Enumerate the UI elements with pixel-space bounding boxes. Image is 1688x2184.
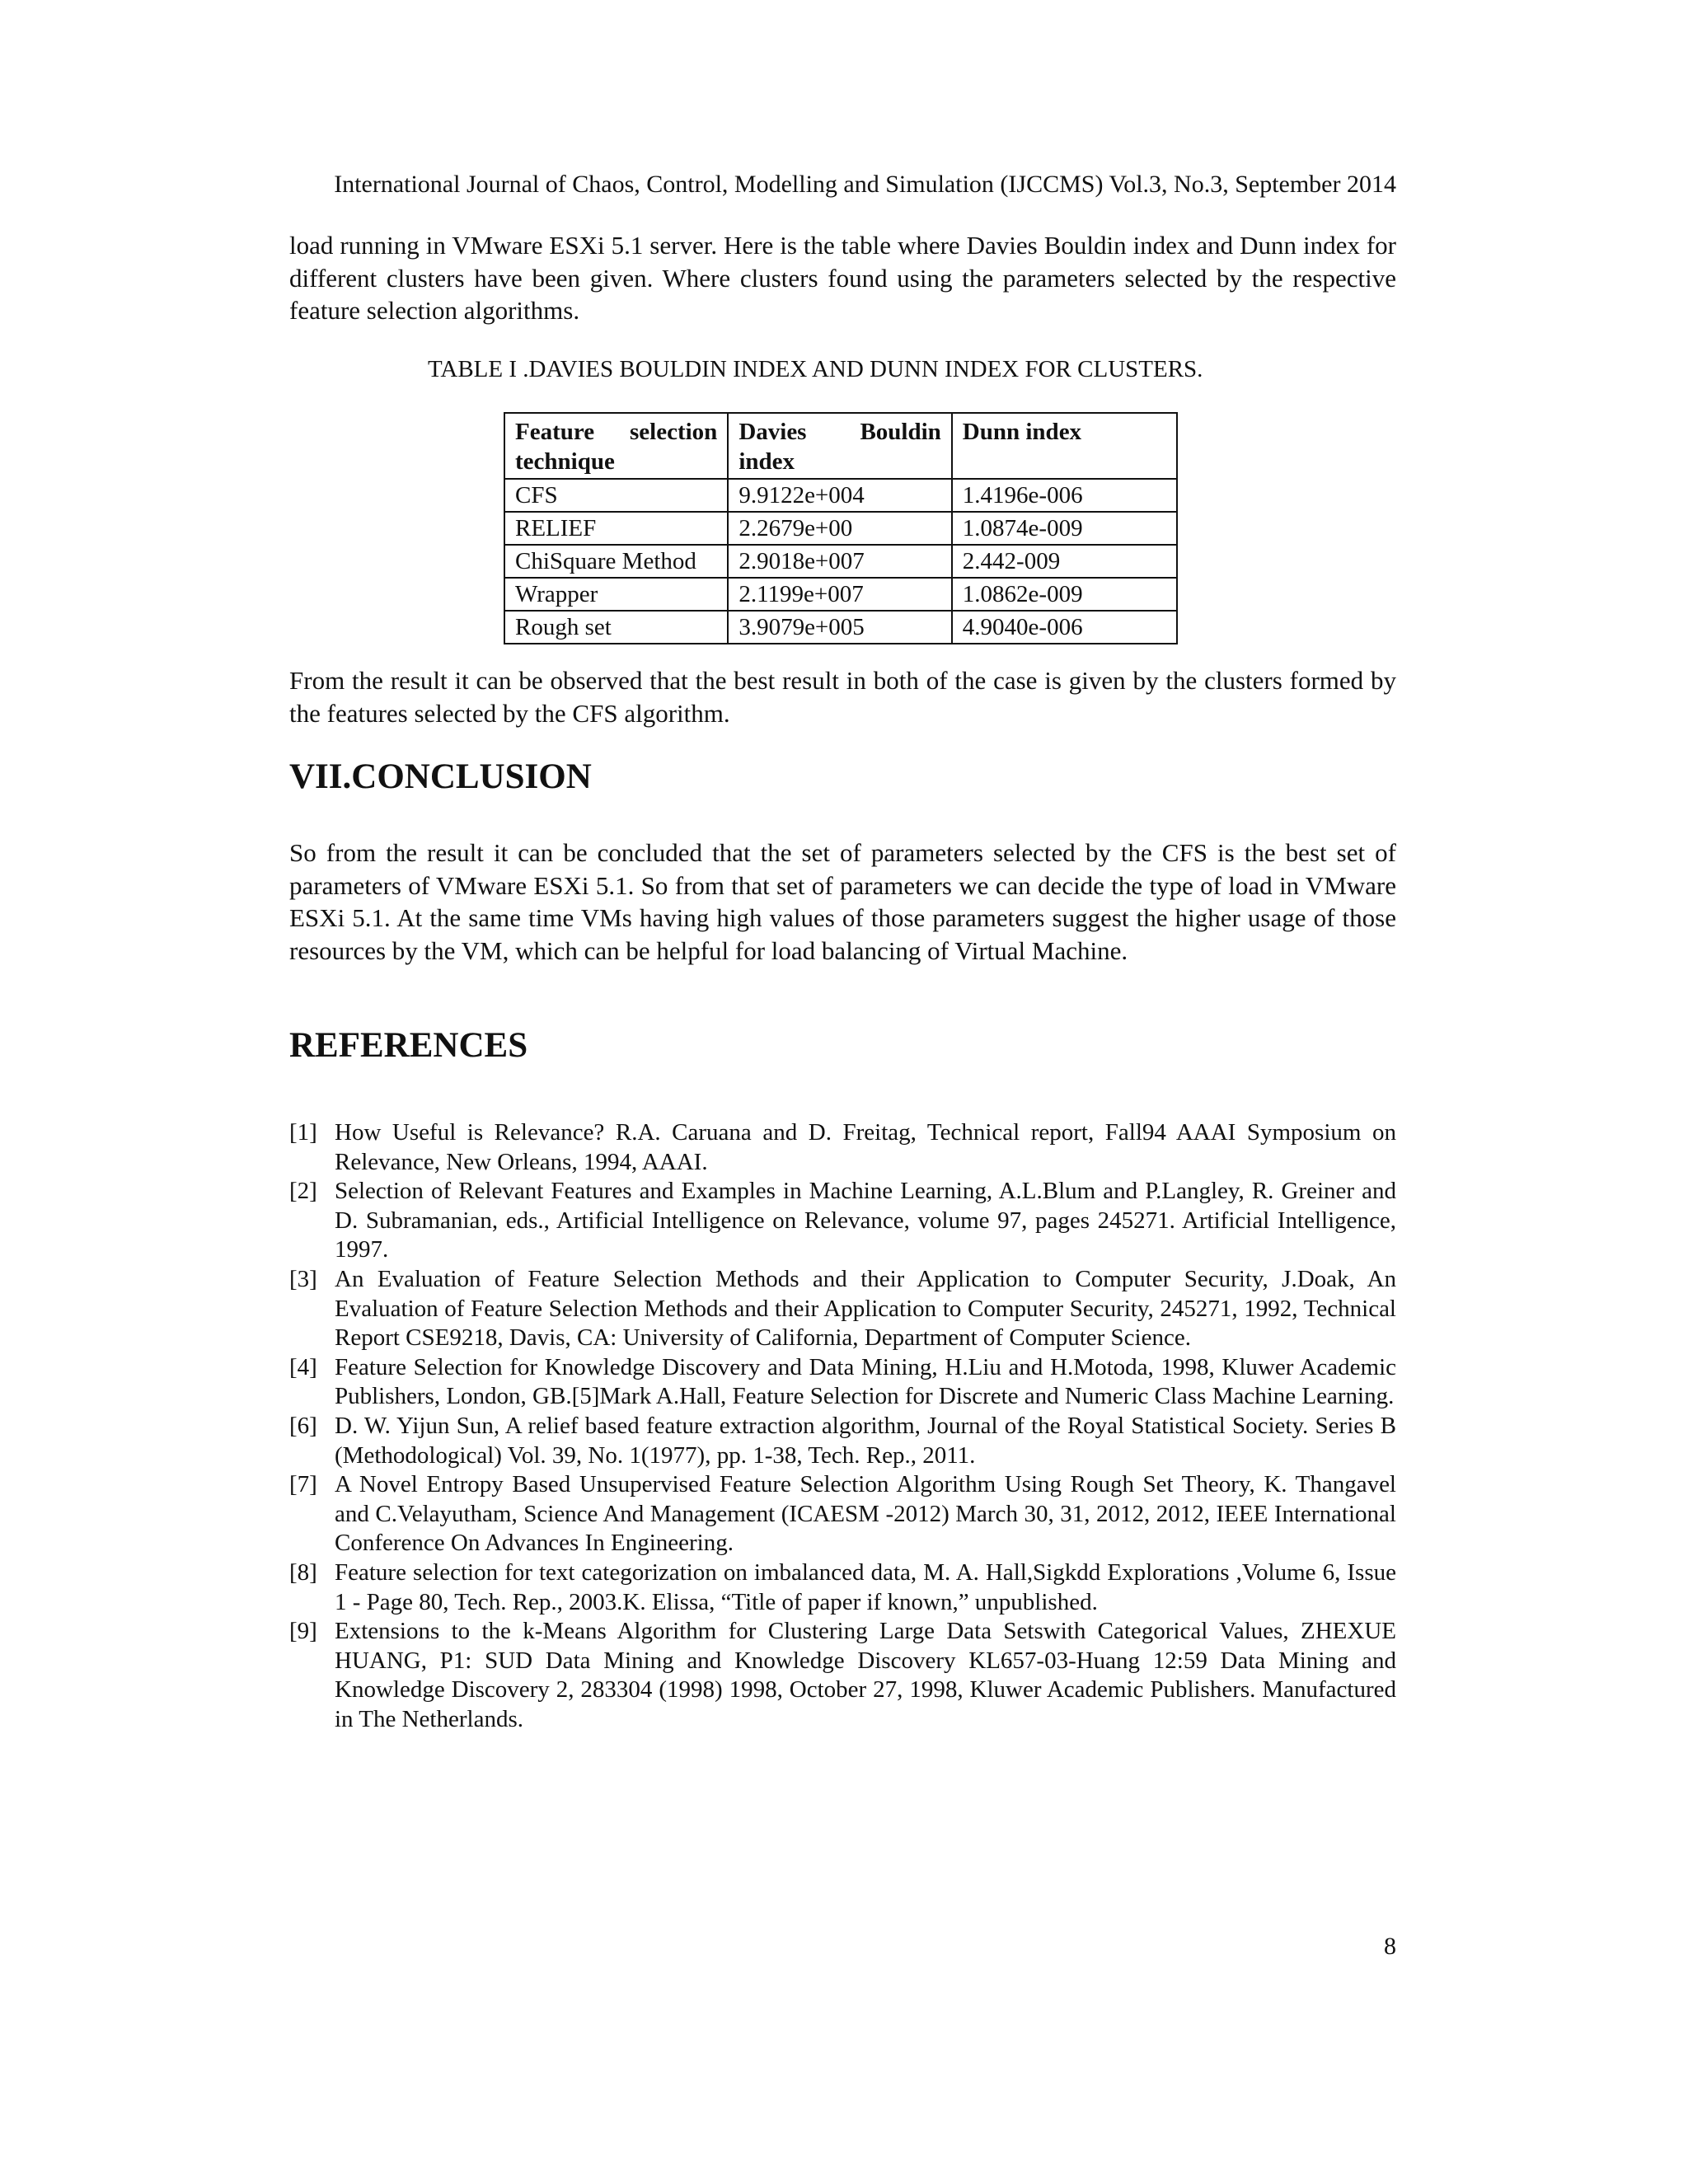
table-cell: 4.9040e-006 <box>952 611 1177 644</box>
running-header: International Journal of Chaos, Control, Modelling and Simulation (IJCCMS) Vol.3, No.3, September 2014 <box>334 171 1396 198</box>
references-heading: REFERENCES <box>289 1026 528 1065</box>
table-cell: CFS <box>504 479 728 512</box>
conclusion-heading: VII.CONCLUSION <box>289 757 592 796</box>
reference-number: [9] <box>289 1618 317 1645</box>
reference-number: [6] <box>289 1412 317 1439</box>
reference-text: Feature Selection for Knowledge Discovery and Data Mining, H.Liu and H.Motoda, 1998, Kluwer Academic Publishers, London, GB.[5]Mark A.Hall, Feature Selection for Discrete and Numeric Class Machine Learning. <box>335 1353 1396 1410</box>
table-row <box>504 545 1177 578</box>
reference-text: An Evaluation of Feature Selection Methods and their Application to Computer Security, J.Doak, An Evaluation of Feature Selection Methods and their Application to Computer Security, 245271, 1992, Technical Report CSE9218, Davis, CA: University of California, Department of Computer Science. <box>335 1265 1396 1352</box>
conclusion-paragraph: So from the result it can be concluded that the set of parameters selected by the CFS is the best set of parameters of VMware ESXi 5.1. So from that set of parameters we can decide the type of load in VMware ESXi 5.1. At the same time VMs having high values of those parameters suggest the higher usage of those resources by the VM, which can be helpful for load balancing of Virtual Machine. <box>289 838 1396 965</box>
reference-number: [7] <box>289 1471 317 1498</box>
table-cell: Rough set <box>504 611 728 644</box>
table-cell: 2.9018e+007 <box>728 545 951 578</box>
reference-text: Selection of Relevant Features and Examples in Machine Learning, A.L.Blum and P.Langley, R. Greiner and D. Subramanian, eds., Artificial Intelligence on Relevance, volume 97, pages 245271. Artificial Intelligence, 1997. <box>335 1178 1396 1263</box>
reference-number: [1] <box>289 1119 317 1146</box>
table-cell: 2.442-009 <box>952 545 1177 578</box>
reference-item <box>289 1118 1396 1177</box>
table-cell: 1.4196e-006 <box>952 479 1177 512</box>
page-number: 8 <box>1384 1933 1396 1960</box>
table-cell: 3.9079e+005 <box>728 611 951 644</box>
column-header-technique: Feature selection technique <box>504 413 728 479</box>
observation-paragraph: From the result it can be observed that the best result in both of the case is given by the clusters formed by the features selected by the CFS algorithm. <box>289 666 1396 728</box>
intro-paragraph: load running in VMware ESXi 5.1 server. Here is the table where Davies Bouldin index and Dunn index for different clusters have been given. Where clusters found using the parameters selected by the respective feature selection algorithms. <box>289 231 1396 325</box>
reference-number: [4] <box>289 1353 317 1380</box>
column-header-davies-bouldin: Davies Bouldin index <box>728 413 951 479</box>
reference-text: D. W. Yijun Sun, A relief based feature extraction algorithm, Journal of the Royal Statistical Society. Series B (Methodological) Vol. 39, No. 1(1977), pp. 1-38, Tech. Rep., 2011. <box>335 1412 1396 1469</box>
table-header-row <box>504 413 1177 479</box>
reference-text: A Novel Entropy Based Unsupervised Feature Selection Algorithm Using Rough Set Theory, K. Thangavel and C.Velayutham, Science And Management (ICAESM -2012) March 30, 31, 2012, 2012, IEEE International Conference On Advances In Engineering. <box>335 1471 1396 1557</box>
table-cell: RELIEF <box>504 512 728 545</box>
reference-item <box>289 1617 1396 1734</box>
reference-text: Extensions to the k-Means Algorithm for Clustering Large Data Setswith Categorical Values, ZHEXUE HUANG, P1: SUD Data Mining and Knowledge Discovery KL657-03-Huang 12:59 Data Mining and Knowledge Discovery 2, 283304 (1998) 1998, October 27, 1998, Kluwer Academic Publishers. Manufactured in The Netherlands. <box>335 1618 1396 1732</box>
table-cell: Wrapper <box>504 578 728 611</box>
table-row <box>504 479 1177 512</box>
reference-item <box>289 1412 1396 1470</box>
table-cell: 1.0862e-009 <box>952 578 1177 611</box>
reference-item <box>289 1470 1396 1558</box>
reference-item <box>289 1558 1396 1617</box>
table-row <box>504 578 1177 611</box>
table-cell: 2.2679e+00 <box>728 512 951 545</box>
reference-item <box>289 1353 1396 1412</box>
reference-list <box>289 1118 1396 1734</box>
reference-text: How Useful is Relevance? R.A. Caruana and D. Freitag, Technical report, Fall94 AAAI Symposium on Relevance, New Orleans, 1994, AAAI. <box>335 1119 1396 1175</box>
table-cell: ChiSquare Method <box>504 545 728 578</box>
reference-number: [3] <box>289 1265 317 1292</box>
reference-number: [2] <box>289 1178 317 1205</box>
column-header-dunn-index: Dunn index <box>952 413 1177 479</box>
table-caption: TABLE I .DAVIES BOULDIN INDEX AND DUNN INDEX FOR CLUSTERS. <box>428 356 1203 382</box>
reference-item <box>289 1177 1396 1265</box>
reference-item <box>289 1265 1396 1353</box>
table-cell: 1.0874e-009 <box>952 512 1177 545</box>
table-cell: 2.1199e+007 <box>728 578 951 611</box>
results-table <box>504 412 1178 644</box>
reference-number: [8] <box>289 1558 317 1586</box>
table-row <box>504 611 1177 644</box>
reference-text: Feature selection for text categorization on imbalanced data, M. A. Hall,Sigkdd Explorations ,Volume 6, Issue 1 - Page 80, Tech. Rep., 2003.K. Elissa, “Title of paper if known,” unpublished. <box>335 1558 1396 1615</box>
table-row <box>504 512 1177 545</box>
table-cell: 9.9122e+004 <box>728 479 951 512</box>
paper-page <box>289 0 1396 2184</box>
